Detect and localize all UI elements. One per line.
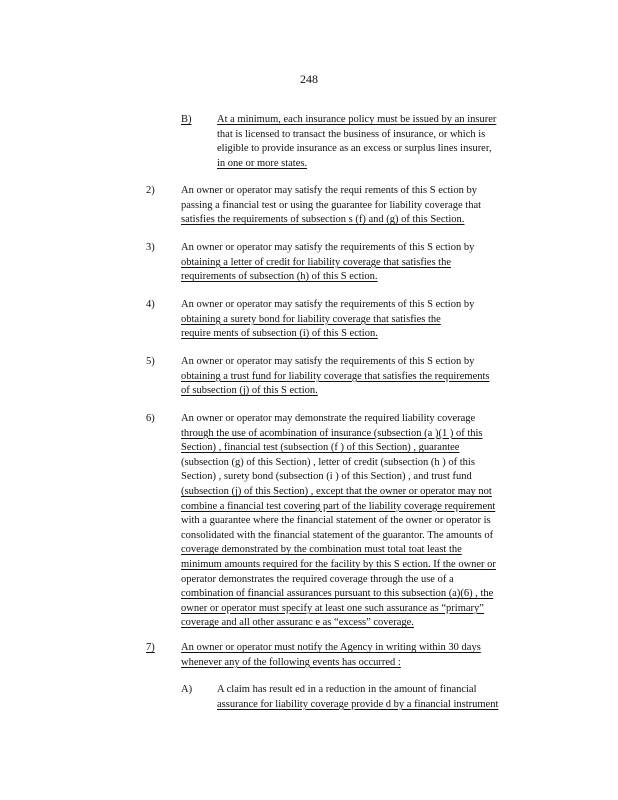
text-line: passing a financial test or using the guarantee for liability coverage that — [181, 199, 482, 211]
text-line: coverage and all other assuranc e as “excess” coverage. — [181, 617, 414, 629]
item-text — [181, 641, 481, 670]
text-line: satisfies the requirements of subsection s (f) and (g) of this Section. — [181, 214, 465, 226]
item-marker: A) — [181, 684, 193, 695]
text-line: that is licensed to transact the business of insurance, or which is — [217, 128, 486, 140]
text-line: (subsection (g) of this Section) , letter of credit (subsection (h ) of this — [181, 456, 475, 468]
text-line: At a minimum, each insurance policy must be issued by an insurer — [217, 114, 497, 125]
page-number: 248 — [300, 72, 318, 86]
item-marker: B) — [181, 114, 192, 125]
text-line: minimum amounts required for the facility by this S ection. If the owner or — [181, 558, 496, 570]
text-line: combination of financial assurances pursuant to this subsection (a)(6) , the — [181, 588, 494, 600]
text-line: assurance for liability coverage provide d by a financial instrument — [217, 698, 499, 710]
text-line: require ments of subsection (i) of this S ection. — [181, 328, 378, 340]
text-line: An owner or operator may satisfy the requirements of this S ection by — [181, 356, 475, 367]
text-line: An owner or operator may satisfy the requi rements of this S ection by — [181, 185, 477, 196]
item-marker: 2) — [146, 185, 155, 196]
text-line: requirements of subsection (h) of this S ection. — [181, 271, 378, 283]
text-line: owner or operator must specify at least one such assurance as “primary” — [181, 602, 484, 614]
text-line: An owner or operator may demonstrate the required liability coverage — [181, 413, 476, 424]
text-line: An owner or operator may satisfy the requirements of this S ection by — [181, 242, 475, 253]
text-line: combine a financial test covering part of the liability coverage requirement — [181, 500, 496, 512]
text-line: whenever any of the following events has occurred : — [181, 656, 401, 668]
text-line: Section) , financial test (subsection (f ) of this Section) , guarantee — [181, 442, 460, 454]
item-marker: 6) — [146, 413, 155, 424]
text-line: (subsection (j) of this Section) , except that the owner or operator may not — [181, 485, 492, 497]
item-text — [181, 355, 490, 399]
text-line: obtaining a trust fund for liability coverage that satisfies the requirements — [181, 370, 490, 382]
text-line: obtaining a letter of credit for liability coverage that satisfies the — [181, 256, 451, 268]
item-text — [181, 412, 496, 631]
item-marker: 7) — [146, 642, 155, 653]
text-line: An owner or operator must notify the Agency in writing within 30 days — [181, 642, 481, 653]
text-line: operator demonstrates the required coverage through the use of a — [181, 573, 454, 585]
item-text — [181, 241, 474, 285]
text-line: eligible to provide insurance as an excess or surplus lines insurer, — [217, 143, 492, 155]
item-text — [181, 184, 481, 228]
text-line: A claim has result ed in a reduction in the amount of financial — [217, 684, 477, 695]
text-line: obtaining a surety bond for liability coverage that satisfies the — [181, 313, 441, 325]
item-text — [217, 113, 496, 171]
item-text — [217, 683, 498, 712]
text-line: An owner or operator may satisfy the requirements of this S ection by — [181, 299, 475, 310]
text-line: consolidated with the financial statement of the guarantor. The amounts of — [181, 529, 494, 541]
text-line: of subsection (j) of this S ection. — [181, 385, 318, 397]
text-line: coverage demonstrated by the combination must total toat least the — [181, 544, 462, 556]
item-marker: 4) — [146, 299, 155, 310]
text-line: Section) , surety bond (subsection (i ) of this Section) , and trust fund — [181, 471, 472, 483]
item-text — [181, 298, 474, 342]
item-marker: 5) — [146, 356, 155, 367]
text-line: through the use of acombination of insurance (subsection (a )(1 ) of this — [181, 427, 483, 439]
text-line: in one or more states. — [217, 157, 308, 169]
item-marker: 3) — [146, 242, 155, 253]
text-line: with a guarantee where the financial statement of the owner or operator is — [181, 515, 491, 527]
